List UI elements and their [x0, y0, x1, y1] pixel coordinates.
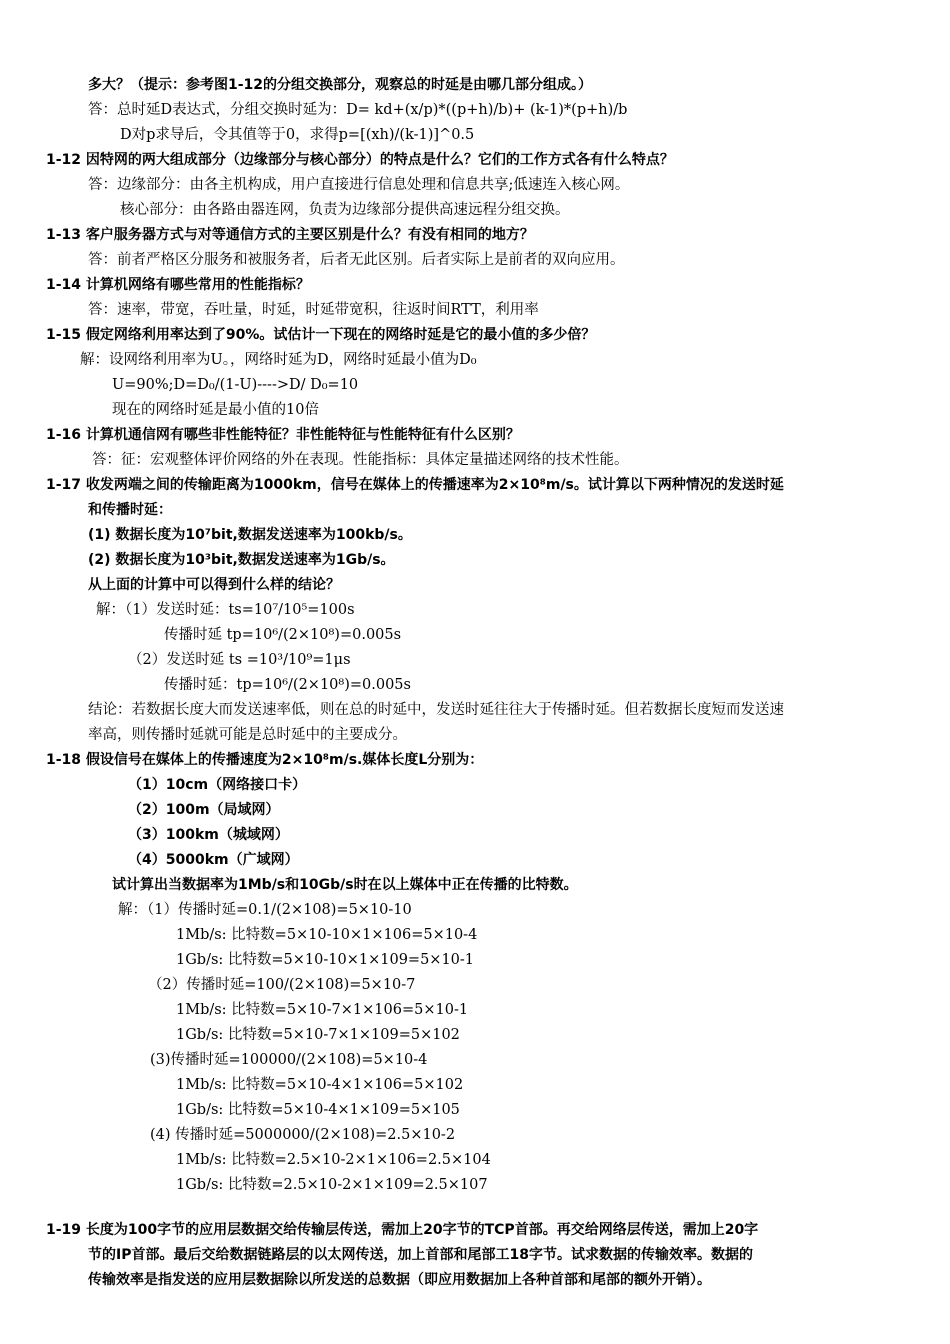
question-line: 传输效率是指发送的应用层数据除以所发送的总数据（即应用数据加上各种首部和尾部的额外开销）。 [88, 1272, 711, 1288]
question-line: 多大？（提示：参考图1-12的分组交换部分，观察总的时延是由哪几部分组成。） [88, 77, 593, 93]
answer-line: （2）发送时延 ts =10³/10⁹=1μs [128, 652, 351, 668]
question-line: 1-18 假设信号在媒体上的传播速度为2×10⁸m/s.媒体长度L分别为： [46, 752, 484, 768]
answer-line: （2）传播时延=100/(2×108)=5×10-7 [148, 977, 416, 993]
answer-line: 1Gb/s: 比特数=5×10-4×1×109=5×105 [176, 1102, 460, 1118]
answer-line: D对p求导后，令其值等于0，求得p=[(xh)/(k-1)]^0.5 [120, 127, 475, 143]
question-line: 试计算出当数据率为1Mb/s和10Gb/s时在以上媒体中正在传播的比特数。 [112, 877, 578, 893]
question-line: 1-17 收发两端之间的传输距离为1000km，信号在媒体上的传播速率为2×10⁸m/s。试计算以下两种情况的发送时延 [46, 477, 784, 493]
question-line: （2）100m（局域网） [128, 802, 280, 818]
question-line: 1-14 计算机网络有哪些常用的性能指标？ [46, 277, 310, 293]
question-line: 1-13 客户服务器方式与对等通信方式的主要区别是什么？有没有相同的地方？ [46, 227, 534, 243]
answer-line: 1Mb/s: 比特数=5×10-10×1×106=5×10-4 [176, 927, 478, 943]
answer-line: 解：设网络利用率为U。，网络时延为D，网络时延最小值为D₀ [80, 352, 477, 368]
answer-line: (4) 传播时延=5000000/(2×108)=2.5×10-2 [150, 1127, 456, 1143]
answer-line: 1Mb/s: 比特数=5×10-4×1×106=5×102 [176, 1077, 464, 1093]
answer-line: 1Gb/s: 比特数=5×10-10×1×109=5×10-1 [176, 952, 475, 968]
answer-line: 答：前者严格区分服务和被服务者，后者无此区别。后者实际上是前者的双向应用。 [88, 252, 625, 268]
answer-line: 答：征：宏观整体评价网络的外在表现。性能指标：具体定量描述网络的技术性能。 [92, 452, 629, 468]
answer-line: 答：总时延D表达式，分组交换时延为：D= kd+(x/p)*((p+h)/b)+ (k-1)*(p+h)/b [88, 102, 628, 118]
answer-line: 传播时延：tp=10⁶/(2×10⁸)=0.005s [164, 677, 411, 693]
question-line: 1-12 因特网的两大组成部分（边缘部分与核心部分）的特点是什么？它们的工作方式各有什么特点？ [46, 152, 674, 168]
answer-line: 率高，则传播时延就可能是总时延中的主要成分。 [88, 727, 407, 743]
question-line: 和传播时延： [88, 502, 172, 518]
question-line: 1-16 计算机通信网有哪些非性能特征？非性能特征与性能特征有什么区别？ [46, 427, 520, 443]
question-line: 1-19 长度为100字节的应用层数据交给传输层传送，需加上20字节的TCP首部。再交给网络层传送，需加上20字 [46, 1222, 759, 1238]
question-line: （1）10cm（网络接口卡） [128, 777, 307, 793]
answer-line: 1Gb/s: 比特数=5×10-7×1×109=5×102 [176, 1027, 460, 1043]
question-line: 节的IP首部。最后交给数据链路层的以太网传送，加上首部和尾部工18字节。试求数据的传输效率。数据的 [88, 1247, 753, 1263]
answer-line: 1Mb/s: 比特数=5×10-7×1×106=5×10-1 [176, 1002, 469, 1018]
answer-line: 1Gb/s: 比特数=2.5×10-2×1×109=2.5×107 [176, 1177, 488, 1193]
answer-line: 结论：若数据长度大而发送速率低，则在总的时延中，发送时延往往大于传播时延。但若数据长度短而发送速 [88, 702, 784, 718]
answer-line: 1Mb/s: 比特数=2.5×10-2×1×106=2.5×104 [176, 1152, 491, 1168]
answer-line: 现在的网络时延是最小值的10倍 [112, 402, 319, 418]
question-line: 1-15 假定网络利用率达到了90%。试估计一下现在的网络时延是它的最小值的多少倍？ [46, 327, 596, 343]
answer-line: 解：（1）传播时延=0.1/(2×108)=5×10-10 [118, 902, 412, 918]
question-line: (1) 数据长度为10⁷bit,数据发送速率为100kb/s。 [88, 527, 412, 543]
question-line: 从上面的计算中可以得到什么样的结论？ [88, 577, 340, 593]
question-line: (2) 数据长度为10³bit,数据发送速率为1Gb/s。 [88, 552, 395, 568]
answer-line: (3)传播时延=100000/(2×108)=5×10-4 [150, 1052, 428, 1068]
question-line: （3）100km（城域网） [128, 827, 289, 843]
answer-line: 传播时延 tp=10⁶/(2×10⁸)=0.005s [164, 627, 402, 643]
answer-line: U=90%;D=D₀/(1-U)---->D/ D₀=10 [112, 377, 359, 393]
answer-line: 答：边缘部分：由各主机构成，用户直接进行信息处理和信息共享;低速连入核心网。 [88, 177, 630, 193]
question-line: （4）5000km（广域网） [128, 852, 299, 868]
answer-line: 解：（1）发送时延：ts=10⁷/10⁵=100s [96, 602, 355, 618]
answer-line: 核心部分：由各路由器连网，负责为边缘部分提供高速远程分组交换。 [120, 202, 570, 218]
answer-line: 答：速率，带宽，吞吐量，时延，时延带宽积，往返时间RTT，利用率 [88, 302, 539, 318]
